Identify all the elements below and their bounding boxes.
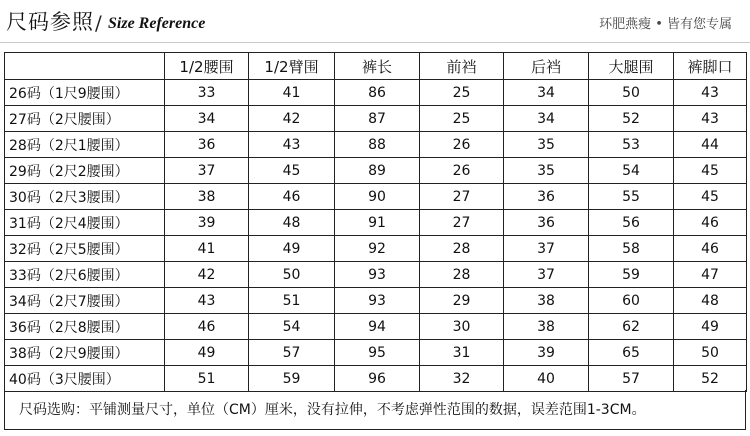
- measurement-cell: 58: [589, 236, 674, 262]
- size-note: 尺码选购：平铺测量尺寸，单位（CM）厘米，没有拉伸，不考虑弹性范围的数据，误差范围1-3CM。: [4, 390, 746, 430]
- table-body: [5, 80, 747, 392]
- header-leg-opening: 裤脚口: [674, 53, 747, 80]
- measurement-cell: 39: [504, 340, 589, 366]
- measurement-cell: 90: [335, 184, 420, 210]
- measurement-cell: 38: [165, 184, 249, 210]
- size-label-cell: 32码（2尺5腰围）: [5, 236, 165, 262]
- measurement-cell: 53: [589, 132, 674, 158]
- size-label-cell: 27码（2尺腰围）: [5, 106, 165, 132]
- header-size: [5, 53, 165, 80]
- measurement-cell: 41: [249, 80, 335, 106]
- measurement-cell: 35: [504, 132, 589, 158]
- measurement-cell: 52: [589, 106, 674, 132]
- measurement-cell: 94: [335, 314, 420, 340]
- measurement-cell: 43: [674, 80, 747, 106]
- measurement-cell: 45: [674, 158, 747, 184]
- measurement-cell: 36: [504, 184, 589, 210]
- measurement-cell: 49: [165, 340, 249, 366]
- measurement-cell: 87: [335, 106, 420, 132]
- header-pants-length: 裤长: [335, 53, 420, 80]
- measurement-cell: 27: [420, 184, 504, 210]
- measurement-cell: 91: [335, 210, 420, 236]
- measurement-cell: 43: [674, 106, 747, 132]
- measurement-cell: 47: [674, 262, 747, 288]
- table-row: [5, 158, 747, 184]
- measurement-cell: 52: [674, 366, 747, 392]
- header-half-waist: 1/2腰围: [165, 53, 249, 80]
- measurement-cell: 29: [420, 288, 504, 314]
- measurement-cell: 31: [420, 340, 504, 366]
- measurement-cell: 51: [165, 366, 249, 392]
- table-row: [5, 366, 747, 392]
- measurement-cell: 36: [504, 210, 589, 236]
- measurement-cell: 46: [249, 184, 335, 210]
- table-row: [5, 236, 747, 262]
- measurement-cell: 41: [165, 236, 249, 262]
- measurement-cell: 26: [420, 158, 504, 184]
- title-chinese: 尺码参照: [6, 10, 94, 34]
- measurement-cell: 30: [420, 314, 504, 340]
- measurement-cell: 33: [165, 80, 249, 106]
- size-label-cell: 30码（2尺3腰围）: [5, 184, 165, 210]
- header: [0, 0, 750, 52]
- measurement-cell: 28: [420, 262, 504, 288]
- size-label-cell: 26码（1尺9腰围）: [5, 80, 165, 106]
- measurement-cell: 42: [249, 106, 335, 132]
- measurement-cell: 50: [589, 80, 674, 106]
- measurement-cell: 35: [504, 158, 589, 184]
- table-row: [5, 80, 747, 106]
- measurement-cell: 43: [165, 288, 249, 314]
- measurement-cell: 46: [674, 210, 747, 236]
- measurement-cell: 38: [504, 314, 589, 340]
- header-front-rise: 前裆: [420, 53, 504, 80]
- size-label-cell: 36码（2尺8腰围）: [5, 314, 165, 340]
- measurement-cell: 39: [165, 210, 249, 236]
- measurement-cell: 93: [335, 262, 420, 288]
- measurement-cell: 49: [674, 314, 747, 340]
- measurement-cell: 54: [249, 314, 335, 340]
- measurement-cell: 46: [165, 314, 249, 340]
- measurement-cell: 28: [420, 236, 504, 262]
- header-divider: [0, 42, 750, 43]
- measurement-cell: 34: [165, 106, 249, 132]
- measurement-cell: 40: [504, 366, 589, 392]
- measurement-cell: 89: [335, 158, 420, 184]
- measurement-cell: 55: [589, 184, 674, 210]
- measurement-cell: 25: [420, 80, 504, 106]
- size-label-cell: 28码（2尺1腰围）: [5, 132, 165, 158]
- header-thigh: 大腿围: [589, 53, 674, 80]
- measurement-cell: 37: [504, 262, 589, 288]
- table-row: [5, 314, 747, 340]
- brand-slogan: 环肥燕瘦 • 皆有您专属: [599, 17, 732, 32]
- table-row: [5, 340, 747, 366]
- measurement-cell: 56: [589, 210, 674, 236]
- table-row: [5, 184, 747, 210]
- measurement-cell: 86: [335, 80, 420, 106]
- measurement-cell: 45: [674, 184, 747, 210]
- measurement-cell: 43: [249, 132, 335, 158]
- measurement-cell: 27: [420, 210, 504, 236]
- measurement-cell: 92: [335, 236, 420, 262]
- measurement-cell: 96: [335, 366, 420, 392]
- measurement-cell: 37: [504, 236, 589, 262]
- measurement-cell: 65: [589, 340, 674, 366]
- size-table: [4, 52, 747, 392]
- measurement-cell: 26: [420, 132, 504, 158]
- measurement-cell: 49: [249, 236, 335, 262]
- measurement-cell: 88: [335, 132, 420, 158]
- measurement-cell: 25: [420, 106, 504, 132]
- measurement-cell: 57: [589, 366, 674, 392]
- header-half-arm: 1/2臂围: [249, 53, 335, 80]
- measurement-cell: 57: [249, 340, 335, 366]
- size-label-cell: 38码（2尺9腰围）: [5, 340, 165, 366]
- measurement-cell: 44: [674, 132, 747, 158]
- size-label-cell: 31码（2尺4腰围）: [5, 210, 165, 236]
- measurement-cell: 54: [589, 158, 674, 184]
- measurement-cell: 50: [249, 262, 335, 288]
- measurement-cell: 34: [504, 80, 589, 106]
- measurement-cell: 48: [674, 288, 747, 314]
- size-label-cell: 40码（3尺腰围）: [5, 366, 165, 392]
- measurement-cell: 59: [589, 262, 674, 288]
- measurement-cell: 37: [165, 158, 249, 184]
- header-back-rise: 后裆: [504, 53, 589, 80]
- measurement-cell: 42: [165, 262, 249, 288]
- measurement-cell: 48: [249, 210, 335, 236]
- table-row: [5, 106, 747, 132]
- measurement-cell: 51: [249, 288, 335, 314]
- measurement-cell: 62: [589, 314, 674, 340]
- measurement-cell: 60: [589, 288, 674, 314]
- table-header-row: [5, 53, 747, 80]
- measurement-cell: 34: [504, 106, 589, 132]
- table-row: [5, 132, 747, 158]
- measurement-cell: 38: [504, 288, 589, 314]
- table-row: [5, 210, 747, 236]
- measurement-cell: 46: [674, 236, 747, 262]
- size-label-cell: 29码（2尺2腰围）: [5, 158, 165, 184]
- measurement-cell: 50: [674, 340, 747, 366]
- measurement-cell: 45: [249, 158, 335, 184]
- size-label-cell: 34码（2尺7腰围）: [5, 288, 165, 314]
- title-english: Size Reference: [108, 15, 206, 32]
- table-row: [5, 262, 747, 288]
- size-label-cell: 33码（2尺6腰围）: [5, 262, 165, 288]
- measurement-cell: 59: [249, 366, 335, 392]
- measurement-cell: 95: [335, 340, 420, 366]
- measurement-cell: 93: [335, 288, 420, 314]
- measurement-cell: 32: [420, 366, 504, 392]
- title-separator: /: [95, 11, 102, 35]
- table-row: [5, 288, 747, 314]
- measurement-cell: 36: [165, 132, 249, 158]
